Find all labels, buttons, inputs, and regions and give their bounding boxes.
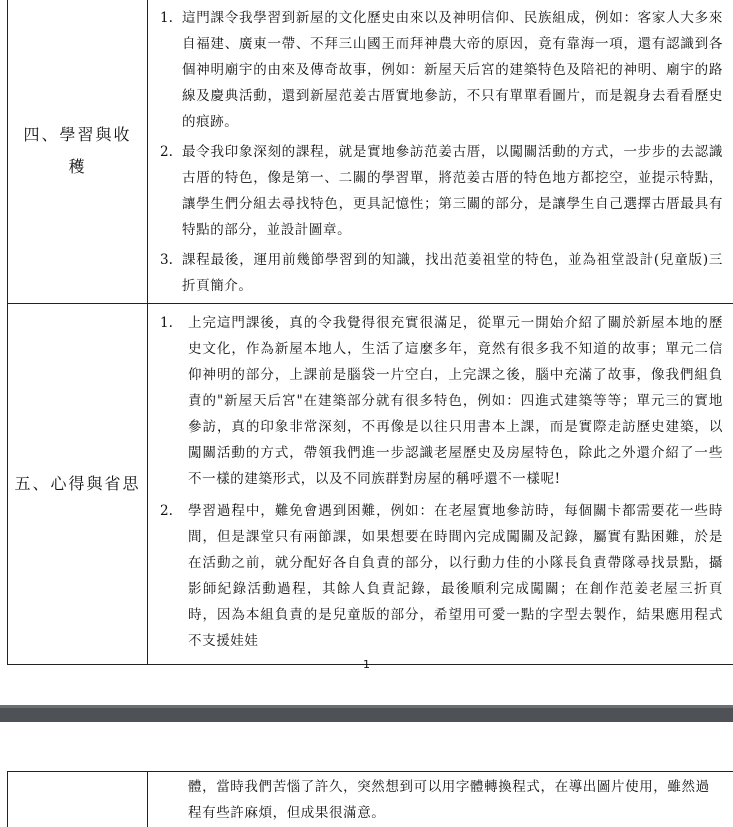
list-item	[154, 5, 723, 135]
list-item	[154, 310, 723, 492]
item-number: 1.	[160, 315, 173, 331]
row-content-reflection	[148, 304, 733, 665]
reflection-list	[154, 310, 723, 654]
reflection-table	[7, 0, 733, 665]
list-item	[154, 498, 723, 654]
document-page-2	[0, 722, 733, 827]
row-label-empty	[8, 772, 148, 827]
table-row-reflection	[8, 304, 733, 665]
row-content-learning	[148, 0, 733, 304]
item-number: 1.	[160, 10, 173, 26]
item-text: 這門課令我學習到新屋的文化歷史由來以及神明信仰、民族組成，例如：客家人大多來自福建、廣東一帶、不拜三山國王而拜神農大帝的原因，竟有靠海一項，還有認識到各個神明廟宇的由來及傳奇故事，例如：新屋天后宮的建築特色及陪祀的神明、廟宇的路線及慶典活動，還到新屋范姜古厝實地參訪，不只有單單看圖片，而是親身去看看歷史的痕跡。	[182, 10, 723, 130]
row-content-continued	[148, 772, 733, 827]
list-item	[154, 139, 723, 243]
label-text: 四、學習與收穫	[23, 125, 132, 176]
table-row-learning	[8, 0, 733, 304]
page-separator	[0, 705, 733, 722]
item-text: 學習過程中，難免會遇到困難，例如：在老屋實地參訪時，每個關卡都需要花一些時間，但是課堂只有兩節課，如果想要在時間內完成闖關及記錄，屬實有點困難，於是在活動之前，就分配好各自負責的部分，以行動力佳的小隊長負責帶隊尋找景點，攝影師紀錄活動過程，其餘人負責記錄，最後順利完成闖關；在創作范姜老屋三折頁時，因為本組負責的是兒童版的部分，希望用可愛一點的字型去製作，結果應用程式不支援娃娃	[188, 503, 723, 649]
page-number: 1	[363, 658, 370, 671]
row-label-learning	[8, 0, 148, 304]
separator-edge	[0, 705, 733, 708]
item-text: 課程最後，運用前幾節學習到的知識，找出范姜祖堂的特色，並為祖堂設計(兒童版)三折頁簡介。	[182, 252, 723, 294]
item-number: 2.	[160, 144, 173, 160]
list-item	[154, 247, 723, 299]
item-number: 3.	[160, 252, 173, 268]
table-row-continued	[8, 772, 733, 827]
learning-list	[154, 5, 723, 299]
row-label-reflection	[8, 304, 148, 665]
label-text: 五、心得與省思	[14, 474, 141, 493]
item-number: 2.	[160, 503, 173, 519]
continued-table	[7, 771, 733, 827]
item-text: 上完這門課後，真的令我覺得很充實很滿足，從單元一開始介紹了關於新屋本地的歷史文化，作為新屋本地人，生活了這麼多年，竟然有很多我不知道的故事；單元二信仰神明的部分，上課前是腦袋一片空白，上完課之後，腦中充滿了故事，像我們組負責的"新屋天后宮"在建築部分就有很多特色，例如：四進式建築等等；單元三的實地參訪，真的印象非常深刻，不再像是以往只用書本上課，而是實際走訪歷史建築，以闖關活動的方式，帶領我們進一步認識老屋歷史及房屋特色，除此之外還介紹了一些不一樣的建築形式，以及不同族群對房屋的稱呼還不一樣呢!	[188, 315, 723, 487]
continued-text: 體，當時我們苦惱了許久，突然想到可以用字體轉換程式，在導出圖片使用，雖然過程有些許麻煩，但成果很滿意。	[188, 779, 710, 821]
item-text: 最令我印象深刻的課程，就是實地參訪范姜古厝，以闖關活動的方式，一步步的去認識古厝的特色，像是第一、二關的學習單，將范姜古厝的特色地方都挖空，並提示特點，讓學生們分組去尋找特色，更具記憶性；第三關的部分，是讓學生自己選擇古厝最具有特點的部分，並設計圖章。	[182, 144, 723, 238]
